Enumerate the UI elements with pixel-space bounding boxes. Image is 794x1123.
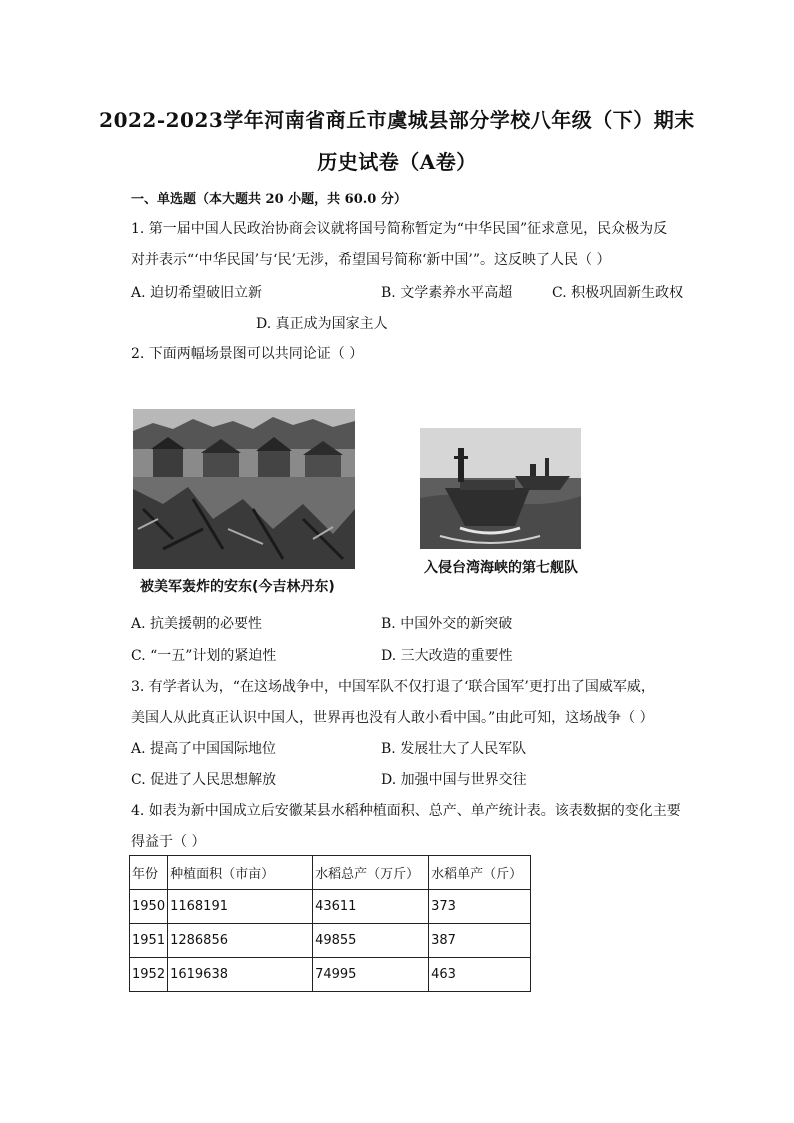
q2-option-d: D. 三大改造的重要性 — [381, 648, 513, 664]
q4-stem-line2: 得益于（ ） — [131, 834, 206, 850]
exam-title-line1: 2022-2023学年河南省商丘市虞城县部分学校八年级（下）期末 — [99, 108, 695, 132]
q1-stem-line1: 1. 第一届中国人民政治协商会议就将国号简称暂定为“中华民国”征求意见，民众极为反 — [131, 221, 668, 237]
exam-title-line2: 历史试卷（A卷） — [317, 150, 477, 174]
table-cell: 1168191 — [168, 890, 313, 924]
table-cell: 49855 — [313, 924, 429, 958]
table-header-cell: 年份 — [130, 856, 168, 890]
table-cell: 1951 — [130, 924, 168, 958]
table-row — [130, 958, 531, 992]
bombed-city-caption: 被美军轰炸的安东(今吉林丹东) — [140, 579, 335, 595]
bombed-city-photo — [133, 409, 355, 569]
table-cell: 387 — [429, 924, 531, 958]
table-cell: 1952 — [130, 958, 168, 992]
q2-option-b: B. 中国外交的新突破 — [381, 616, 513, 632]
q1-stem-line2: 对并表示“‘中华民国’与‘民’无涉，希望国号简称‘新中国’”。这反映了人民（ ） — [131, 252, 611, 268]
q2-option-a: A. 抗美援朝的必要性 — [131, 616, 263, 632]
section-heading: 一、单选题（本大题共 20 小题，共 60.0 分） — [131, 192, 407, 207]
table-cell: 1286856 — [168, 924, 313, 958]
q1-option-a: A. 迫切希望破旧立新 — [131, 285, 263, 301]
q1-option-d: D. 真正成为国家主人 — [256, 316, 388, 332]
rice-statistics-table — [129, 855, 531, 992]
table-header-cell: 种植面积（市亩） — [168, 856, 313, 890]
q3-option-b: B. 发展壮大了人民军队 — [381, 741, 527, 757]
table-cell: 1619638 — [168, 958, 313, 992]
seventh-fleet-photo — [420, 428, 581, 549]
table-cell: 43611 — [313, 890, 429, 924]
q3-option-c: C. 促进了人民思想解放 — [131, 772, 277, 788]
table-row — [130, 924, 531, 958]
table-cell: 1950 — [130, 890, 168, 924]
q4-stem-line1: 4. 如表为新中国成立后安徽某县水稻种植面积、总产、单产统计表。该表数据的变化主要 — [131, 803, 681, 819]
q2-stem: 2. 下面两幅场景图可以共同论证（ ） — [131, 346, 364, 362]
table-cell: 74995 — [313, 958, 429, 992]
q1-option-c: C. 积极巩固新生政权 — [552, 285, 684, 301]
table-cell: 373 — [429, 890, 531, 924]
table-row — [130, 890, 531, 924]
table-header-cell: 水稻总产（万斤） — [313, 856, 429, 890]
table-cell: 463 — [429, 958, 531, 992]
q1-option-b: B. 文学素养水平高超 — [381, 285, 513, 301]
q2-option-c: C. “一五”计划的紧迫性 — [131, 648, 277, 664]
table-header-cell: 水稻单产（斤） — [429, 856, 531, 890]
q3-option-a: A. 提高了中国国际地位 — [131, 741, 277, 757]
q3-stem-line1: 3. 有学者认为，“在这场战争中，中国军队不仅打退了‘联合国军’更打出了国威军威， — [131, 679, 655, 695]
q3-option-d: D. 加强中国与世界交往 — [381, 772, 527, 788]
seventh-fleet-caption: 入侵台湾海峡的第七舰队 — [424, 560, 578, 576]
table-header-row — [130, 856, 531, 890]
q3-stem-line2: 美国人从此真正认识中国人，世界再也没有人敢小看中国。”由此可知，这场战争（ ） — [131, 710, 654, 726]
